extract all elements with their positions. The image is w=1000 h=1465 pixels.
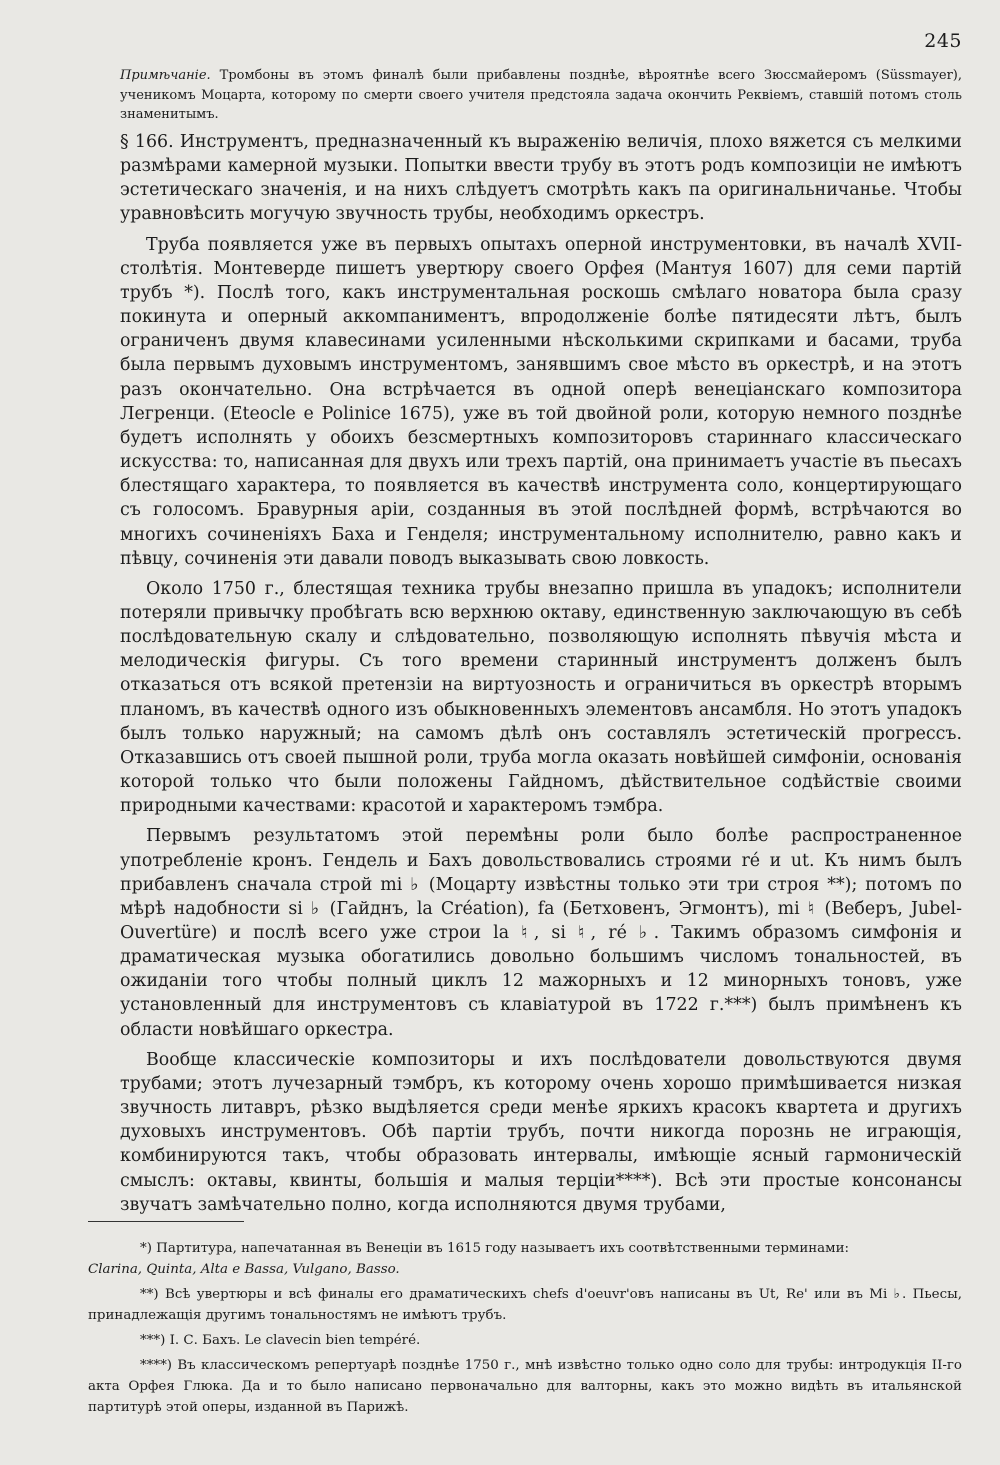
footnotes xyxy=(88,1238,962,1422)
footnote-2: **) Всѣ увертюры и всѣ финалы его драматическихъ chefs d'oeuvr'овъ написаны въ Ut, Re' или въ Mi ♭. Пьесы, принадлежащія другимъ тональностямъ не имѣютъ трубъ. xyxy=(88,1287,962,1323)
footnote-3: ***) I. С. Бахъ. Le clavecin bien tempéré. xyxy=(140,1333,421,1348)
note-label: Примѣчаніе. xyxy=(120,68,211,83)
paragraph-crooks: Первымъ результатомъ этой перемѣны роли было болѣе распространенное употребленіе кронъ. Гендель и Бахъ довольствовались строями ré и ut. Къ нимъ былъ прибавленъ сначала строй mi ♭ (Моцарту извѣстны только эти три строя **); потомъ по мѣрѣ надобности si ♭ (Гайднъ, la Création), fa (Бетховенъ, Эгмонтъ), mi ♮ (Веберъ, Jubel-Ouvertüre) и послѣ всего уже строи la ♮, si ♮, ré ♭. Такимъ образомъ симфонія и драматическая музыка обогатились довольно большимъ числомъ тональностей, въ ожиданіи того чтобы полный циклъ 12 мажорныхъ и 12 минорныхъ тоновъ, уже установленный для инструментовъ съ клавіатурой въ 1722 г.***) былъ примѣненъ къ области новѣйшаго оркестра. xyxy=(120,826,962,1040)
footnote-1-text: *) Партитура, напечатанная въ Венеціи въ 1615 году называетъ ихъ соотвѣтственными терминами: xyxy=(140,1241,850,1256)
paragraph-trumpet-history: Труба появляется уже въ первыхъ опытахъ оперной инструментовки, въ началѣ XVII-столѣтія. Монтеверде пишетъ увертюру своего Орфея (Мантуя 1607) для семи партій трубъ *). Послѣ того, какъ инструментальная роскошь смѣлаго новатора была сразу покинута и оперный аккомпаниментъ, впродолженіе болѣе пятидесяти лѣтъ, былъ ограниченъ двумя клавесинами усиленными нѣсколькими скрипками и басами, труба была первымъ духовымъ инструментомъ, занявшимъ свое мѣсто въ оркестрѣ, и на этотъ разъ окончательно. Она встрѣчается въ одной оперѣ венеціанскаго композитора Легренци. (Eteocle e Polinice 1675), уже въ той двойной роли, которую немного позднѣе будетъ исполнять у обоихъ безсмертныхъ композиторовъ стариннаго классическаго искусства: то, написанная для двухъ или трехъ партій, она принимаетъ участіе въ пьесахъ блестящаго характера, то появляется въ качествѣ инструмента соло, концертирующаго съ голосомъ. Бравурныя аріи, созданныя въ этой послѣдней формѣ, встрѣчаются во многихъ сочиненіяхъ Баха и Генделя; инструментальному исполнителю, равно какъ и пѣвцу, сочиненія эти давали поводъ выказывать свою ловкость. xyxy=(120,234,962,569)
footnote-divider xyxy=(88,1221,244,1222)
note-text: Тромбоны въ этомъ финалѣ были прибавлены позднѣе, вѣроятнѣе всего Зюссмайеромъ (Süssmayer), ученикомъ Моцарта, которому по смерти своего учителя предстояла задача окончить Реквіемъ, ставшій потомъ столь знаменитымъ. xyxy=(120,68,962,122)
editor-note xyxy=(120,66,962,125)
paragraph-166: § 166. Инструментъ, предназначенный къ выраженію величія, плохо вяжется съ мелкими размѣрами камерной музыки. Попытки ввести трубу въ этотъ родъ композиціи не имѣютъ эстетическаго значенія, и на нихъ слѣдуетъ смотрѣть какъ па оригинальничанье. Чтобы уравновѣсить могучую звучность трубы, необходимъ оркестръ. xyxy=(120,132,962,225)
paragraph-two-trumpets: Вообще классическіе композиторы и ихъ послѣдователи довольствуются двумя трубами; этотъ лучезарный тэмбръ, къ которому очень хорошо примѣшивается низкая звучность литавръ, рѣзко выдѣляется среди менѣе яркихъ красокъ квартета и другихъ духовыхъ инструментовъ. Обѣ партіи трубъ, почти никогда порознь не играющія, комбинируются такъ, чтобы образовать интервалы, имѣющіе ясный гармоническій смыслъ: октавы, квинты, большія и малыя терціи****). Всѣ эти простые консонансы звучатъ замѣчательно полно, когда исполняются двумя трубами, xyxy=(120,1049,962,1215)
footnote-4: ****) Въ классическомъ репертуарѣ позднѣе 1750 г., мнѣ извѣстно только одно соло для трубы: интродукція II-го акта Орфея Глюка. Да и то было написано первоначально для валторны, какъ это можно видѣть въ итальянской партитурѣ этой оперы, изданной въ Парижѣ. xyxy=(88,1358,962,1415)
page-number: 245 xyxy=(924,30,962,52)
main-text xyxy=(120,130,962,1223)
footnote-1 xyxy=(88,1238,962,1280)
paragraph-decline: Около 1750 г., блестящая техника трубы внезапно пришла въ упадокъ; исполнители потеряли привычку пробѣгать всю верхнюю октаву, единственную заключающую въ себѣ послѣдовательную скалу и слѣдовательно, позволяющую исполнять пѣвучія мѣста и мелодическія фигуры. Съ того времени старинный инструментъ долженъ былъ отказаться отъ всякой претензіи на виртуозность и ограничиться въ оркестрѣ вторымъ планомъ, въ качествѣ одного изъ обыкновенныхъ элементовъ ансамбля. Но этотъ упадокъ былъ только наружный; на самомъ дѣлѣ онъ составлялъ эстетическій прогрессъ. Отказавшись отъ своей пышной роли, труба могла оказать новѣйшей симфоніи, основанія которой только что были положены Гайдномъ, дѣйствительное содѣйствіе своими природными качествами: красотой и характеромъ тэмбра. xyxy=(120,578,962,817)
footnote-1-terms: Clarina, Quinta, Alta e Bassa, Vulgano, Basso. xyxy=(88,1262,400,1277)
